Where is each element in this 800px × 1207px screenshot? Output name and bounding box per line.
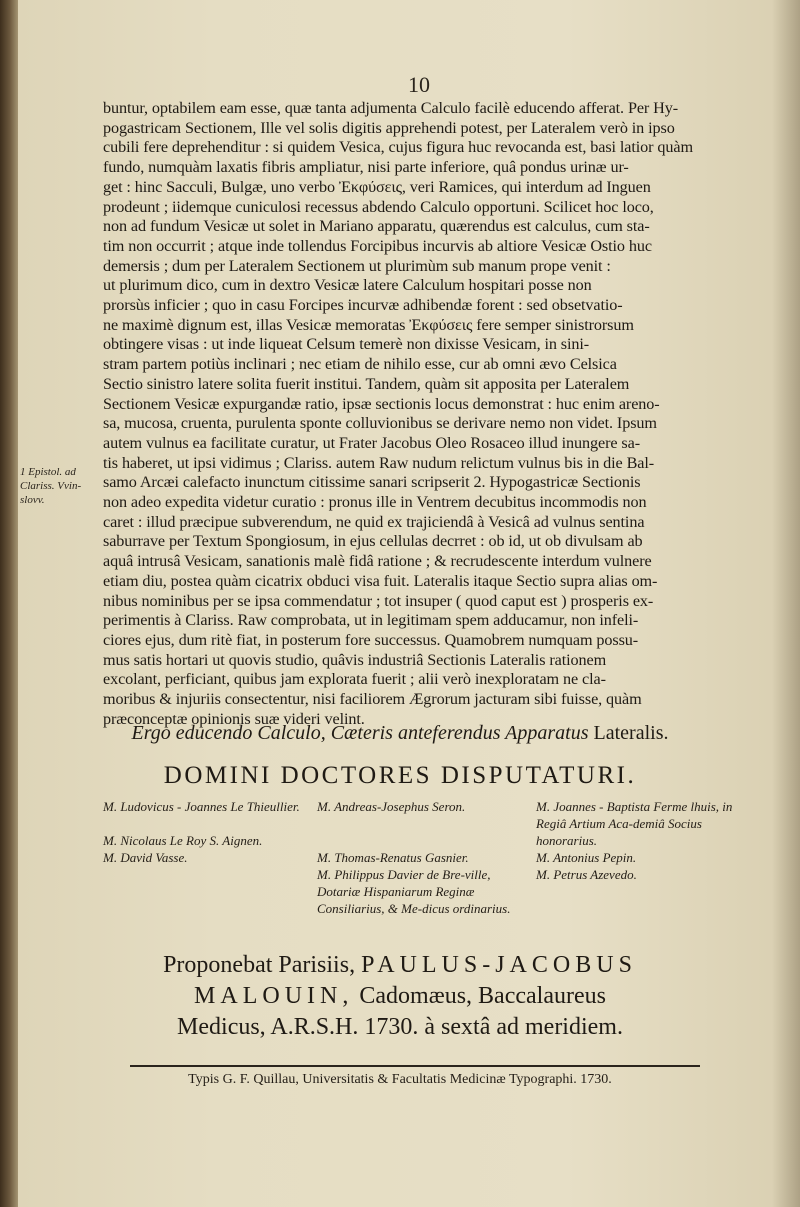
defense-date: Medicus, A.R.S.H. 1730. à sextâ ad meridiem. (177, 1014, 623, 1040)
text-line: perimentis à Clariss. Raw comprobata, ut in legitimam spem adducamur, non infeli- (103, 611, 639, 630)
conclusion-roman: Lateralis. (593, 722, 669, 744)
candidate-title: Cadomæus, Baccalaureus (359, 983, 606, 1009)
doctors-column-2 (317, 798, 532, 934)
doctor-name: M. Nicolaus Le Roy S. Aignen. (103, 833, 263, 848)
text-line: fundo, numquàm laxatis fibris ampliatur, nisi parte inferiore, quâ pondus urinæ ur- (103, 158, 629, 177)
text-line: moribus & injuriis consectentur, nisi faciliorem Ægrorum jacturam sibi fuisse, quàm (103, 690, 642, 709)
margin-note-line: slovv. (20, 494, 45, 506)
doctor-name: M. Ludovicus - Joannes Le Thieullier. (103, 799, 300, 814)
text-line: tis haberet, ut ipsi vidimus ; Clariss. autem Raw nudum relictum vulnus bis in die Bal- (103, 453, 655, 472)
margin-note-line: Clariss. Vvin- (20, 480, 82, 492)
divider-rule (130, 1065, 700, 1067)
text-line: demersis ; dum per Lateralem Sectionem ut plurimùm sub manum prope venit : (103, 256, 611, 275)
margin-note-line: 1 Epistol. ad (20, 466, 76, 478)
doctors-column-3 (536, 798, 751, 934)
doctor-name: M. Petrus Azevedo. (536, 867, 637, 882)
conclusion-italic: Ergo educendo Calculo, Cæteris anteferendus Apparatus (131, 722, 589, 744)
text-line: etiam diu, postea quàm cicatrix obduci visa fuit. Lateralis itaque Sectio supra alias om- (103, 571, 658, 590)
text-line: autem vulnus ea facilitate curatur, ut Frater Jacobus Oleo Rosaceo illud inungere sa- (103, 433, 640, 452)
text-line: prodeunt ; iidemque cuniculosi recessus abdendo Calculo opportuni. Scilicet hoc loco, (103, 197, 654, 216)
text-line: ne maximè dignum est, illas Vesicæ memoratas Ἐκφύσεις fere semper sinistrorsum (103, 315, 634, 334)
text-line: cubili fere deprehenditur : si quidem Vesica, cujus figura huc revocanda est, basi latior quàm (103, 138, 693, 157)
text-line: obtingere visas : ut inde liqueat Celsum temerè non dixisse Vesicam, in sini- (103, 335, 590, 354)
text-line: get : hinc Sacculi, Bulgæ, uno verbo Ἐκφύσεις, veri Ramices, qui interdum ad Inguen (103, 177, 651, 196)
text-line: ciores ejus, dum ritè fiat, in posterum fore successus. Quamobrem numquam possu- (103, 630, 639, 649)
text-line: aquâ intrusâ Vesicam, sanationis malè fidâ ratione ; & recrudescente interdum vulnere (103, 552, 652, 571)
text-line: sa, mucosa, cruenta, purulenta sponte colluvionibus se derivare nemo non videt. Ipsum (103, 414, 657, 433)
doctores-heading: DOMINI DOCTORES DISPUTATURI. (163, 762, 637, 789)
margin-note (20, 465, 98, 507)
text-line: prorsùs inficier ; quo in casu Forcipes incurvæ adhibendæ forent : sed obsetvatio- (103, 296, 623, 315)
body-text (103, 99, 745, 730)
doctor-name: M. Joannes - Baptista Ferme lhuis, in Regiâ Artium Aca-demiâ Socius honorarius. (536, 799, 733, 848)
doctors-list (103, 798, 743, 934)
text-line: non ad fundum Vesicæ ut solet in Mariano apparatu, quærendus est calculus, cum sta- (103, 217, 650, 236)
text-line: caret : illud præcipue subverendum, ne quid ex trajiciendâ à Vesicâ ad vulnus sentina (103, 512, 645, 531)
printer-imprint: Typis G. F. Quillau, Universitatis & Facultatis Medicinæ Typographi. 1730. (188, 1072, 612, 1087)
page-number: 10 (408, 72, 430, 97)
text-line: samo Arcæi calefacto inunctum citissime sanari scripserit 2. Hypogastricæ Sectionis (103, 473, 641, 492)
text-line: pogastricam Sectionem, Ille vel solis digitis apprehendi potest, per Lateralem verò in ipso (103, 118, 675, 137)
text-line: nibus nominibus per se ipsa commendatur ; tot insuper ( quod caput est ) prosperis ex- (103, 591, 654, 610)
candidate-name: PAULUS-JACOBUS (361, 952, 637, 978)
text-line: stram partem potiùs inclinari ; nec etiam de nihilo esse, cur ab omni ævo Celsica (103, 355, 617, 374)
proponebat-block (0, 950, 800, 1043)
text-line: mus satis hortari ut quovis studio, quâvis industriâ Sectionis Lateralis rationem (103, 650, 607, 669)
doctor-name: M. Antonius Pepin. (536, 850, 637, 865)
text-line: ut plurimum dico, cum in dextro Vesicæ latere Calculum hospitari posse non (103, 276, 592, 295)
text-line: saburrave per Textum Spongiosum, in ejus cellulas decrret : ob id, ut ob divulsam ab (103, 532, 643, 551)
doctor-name: M. Philippus Davier de Bre-ville, Dotariæ Hispaniarum Reginæ Consiliarius, & Me-dicus ordinarius. (317, 867, 511, 916)
text-line: Sectio sinistro latere solita fuerit institui. Tandem, quàm sit apposita per Lateralem (103, 374, 630, 393)
text-line: excolant, perficiant, quibus jam explorata fuerit ; alii verò inexploratam ne cla- (103, 670, 606, 689)
doctor-name: M. David Vasse. (103, 850, 188, 865)
text-line: Sectionem Vesicæ expurgandæ ratio, ipsæ sectionis locus demonstrat : huc enim areno- (103, 394, 660, 413)
conclusion (0, 722, 800, 745)
text-line: præconceptæ opinionis suæ videri velint. (103, 709, 365, 728)
doctor-name: M. Thomas-Renatus Gasnier. (317, 850, 469, 865)
doctors-column-1 (103, 798, 313, 934)
doctor-name: M. Andreas-Josephus Seron. (317, 799, 466, 814)
text-line: non adeo expedita videtur curatio : pronus ille in Ventrem decubitus incommodis non (103, 493, 647, 512)
text-line: buntur, optabilem eam esse, quæ tanta adjumenta Calculo facilè educendo afferat. Per Hy- (103, 99, 679, 117)
text-line: tim non occurrit ; atque inde tollendus Forcipibus incurvis ab altiore Vesicæ Ostio huc (103, 236, 652, 255)
proponebat-text: Proponebat Parisiis, (163, 952, 356, 978)
candidate-surname: MALOUIN, (194, 983, 354, 1009)
